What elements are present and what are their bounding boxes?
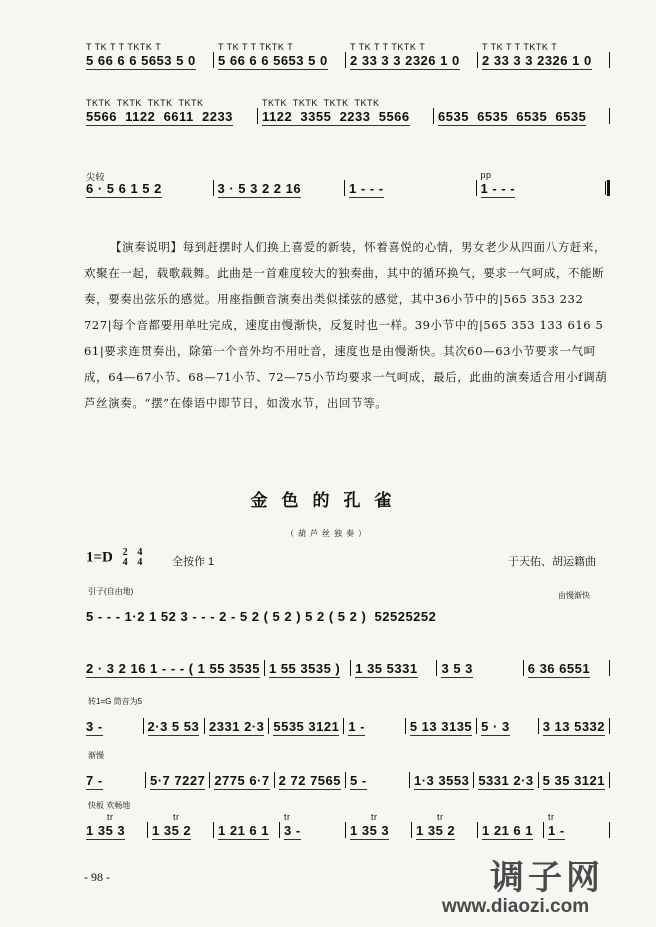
measure	[269, 708, 343, 736]
articulation: TKTK TKTK TKTK TKTK	[86, 98, 204, 108]
notes: 3 -	[86, 719, 103, 734]
notes: 2 72 7565	[278, 773, 341, 788]
notes: 1 35 3	[86, 823, 126, 838]
measure	[82, 708, 143, 736]
composer: 于天佑、胡运籍曲	[508, 556, 596, 568]
notes: 5·7 7227	[150, 773, 206, 788]
score-line	[82, 650, 610, 678]
key: 1=D	[86, 549, 113, 566]
notes: 3 -	[284, 823, 301, 838]
tempo-annotation: 由慢渐快	[558, 591, 590, 600]
notes: 1 55 3535 )	[268, 661, 341, 676]
measure	[82, 762, 145, 790]
notes: 1 - - -	[480, 181, 516, 196]
tempo-annotation: 快板 欢畅地	[88, 801, 131, 810]
measure	[434, 98, 609, 126]
measure	[82, 812, 147, 840]
notes: 2 · 3 2 16 1 - - - ( 1 55 3535	[86, 661, 260, 676]
time-signature-2	[137, 548, 142, 568]
measure	[258, 98, 433, 126]
measure	[82, 98, 257, 126]
notes: 5 35 3121	[542, 773, 605, 788]
notes: 2331 2·3	[209, 719, 265, 734]
measure	[280, 812, 345, 840]
tempo-annotation: 渐慢	[88, 751, 104, 760]
articulation: tr	[416, 812, 444, 822]
notes: 1 -	[348, 719, 365, 734]
score-line	[82, 42, 610, 70]
notes: 3 · 5 3 2 2 16	[217, 181, 302, 196]
measure	[275, 762, 345, 790]
performance-notes: 【演奏说明】每到赶摆时人们换上喜爱的新装，怀着喜悦的心情，男女老少从四面八方赶来，欢聚在一起，载歌载舞。此曲是一首难度较大的独奏曲，其中的循环换气，要求一气呵成，不能断奏，要奏出弦乐的感觉。用座指颤音演奏出类似揉弦的感觉，其中36小节中的|565 353 232 727|每个音都要用单吐完成，速度由慢渐快，反复时也一样。39小节中的|565 353 133 616 5 61|要求连贯奏出，除第一个音外均不用吐音，速度也是由慢渐快。其次60—63小节要求一气呵成，64—67小节、68—71小节、72—75小节均要求一气呵成，最后，此曲的演奏适合用小f调葫芦丝演奏。“摆”在傣语中即节日，如泼水节，出回节等。	[84, 240, 608, 410]
fingering: 全按作 1	[172, 556, 215, 568]
notes: 1 35 2	[416, 823, 456, 838]
measure	[344, 708, 405, 736]
measure	[205, 708, 268, 736]
tempo-annotation: 引子(自由地)	[88, 587, 134, 596]
time-signature-1	[123, 548, 128, 568]
articulation: T TK T T TKTK T	[86, 42, 162, 52]
measure	[539, 762, 609, 790]
bar-line	[609, 772, 610, 788]
page-number: - 98 -	[84, 870, 110, 884]
measure	[346, 42, 477, 70]
notes: 1 35 2	[152, 823, 192, 838]
time-den: 4	[137, 557, 143, 568]
measure	[474, 762, 537, 790]
measure	[214, 812, 279, 840]
measure	[146, 762, 209, 790]
notes: 1 35 3	[350, 823, 390, 838]
measure	[82, 650, 264, 678]
measure	[437, 650, 522, 678]
bar-line	[607, 180, 610, 196]
measure	[539, 708, 609, 736]
articulation: pp	[480, 170, 492, 180]
measure	[214, 170, 345, 198]
articulation: T TK T T TKTK T	[218, 42, 294, 52]
notes: 1 35 5331	[355, 661, 418, 676]
watermark-logo: 调子网	[490, 859, 604, 897]
measure	[210, 762, 273, 790]
bar-line	[609, 822, 610, 838]
notes: 1 21 6 1	[218, 823, 269, 838]
articulation: TKTK TKTK TKTK TKTK	[262, 98, 380, 108]
articulation: tr	[152, 812, 180, 822]
notes: 6 36 6551	[527, 661, 591, 676]
notes: 5 -	[350, 773, 367, 788]
measure	[144, 708, 205, 736]
measure	[82, 170, 213, 198]
bar-line	[609, 52, 610, 68]
measure	[412, 812, 477, 840]
score-line	[82, 697, 610, 736]
measure	[82, 42, 213, 70]
time-den: 4	[122, 557, 128, 568]
notes: 5566 1122 6611 2233	[86, 109, 233, 124]
measure	[265, 650, 350, 678]
key-signature	[86, 548, 142, 568]
measure	[345, 170, 476, 198]
articulation: T TK T T TKTK T	[350, 42, 426, 52]
notes: 3 13 5332	[542, 719, 606, 734]
notes: 6 · 5 6 1 5 2	[86, 181, 162, 196]
articulation: tr	[548, 812, 555, 822]
measure	[82, 598, 610, 625]
song-title: 金色的孔雀	[250, 491, 406, 511]
notes: 5331 2·3	[478, 773, 534, 788]
measure	[478, 812, 543, 840]
measure	[524, 650, 609, 678]
score-line	[82, 587, 610, 625]
notes: 1·3 3553	[414, 773, 470, 788]
watermark-url: www.diaozi.com	[442, 896, 590, 917]
articulation: tr	[86, 812, 114, 822]
notes: 1 21 6 1	[482, 823, 533, 838]
notes: 5 66 6 6 5653 5 0	[86, 53, 196, 68]
bar-line	[609, 660, 610, 676]
measure	[478, 42, 609, 70]
notes: 5 66 6 6 5653 5 0	[218, 53, 328, 68]
articulation: tr	[284, 812, 291, 822]
measure	[544, 812, 609, 840]
notes: 5 13 3135	[409, 719, 473, 734]
notes: 5 - - - 1·2 1 52 3 - - - 2 - 5 2 ( 5 2 ) 5 2 ( 5 2 ) 52525252	[86, 609, 437, 624]
notes: 2775 6·7	[214, 773, 270, 788]
score-line	[82, 751, 610, 790]
notes: 1 - - -	[349, 181, 384, 196]
score-line	[82, 801, 610, 840]
measure	[346, 812, 411, 840]
measure	[148, 812, 213, 840]
notes: 3 5 3	[441, 661, 473, 676]
tempo-annotation: 转1=G 筒音为5	[88, 697, 143, 706]
notes: 5 · 3	[481, 719, 510, 734]
song-subtitle: （葫芦丝独奏）	[286, 529, 370, 538]
time-num: 4	[137, 547, 143, 558]
score-line	[82, 170, 610, 198]
notes: 6535 6535 6535 6535	[438, 109, 587, 124]
notes: 1 -	[548, 823, 565, 838]
measure	[214, 42, 345, 70]
notes: 2·3 5 53	[147, 719, 200, 734]
notes: 1122 3355 2233 5566	[262, 109, 410, 124]
articulation: 尖较	[86, 172, 106, 182]
measure	[346, 762, 409, 790]
notes: 7 -	[86, 773, 103, 788]
articulation: tr	[350, 812, 378, 822]
notes: 5535 3121	[273, 719, 340, 734]
measure	[477, 708, 538, 736]
measure	[406, 708, 476, 736]
articulation: T TK T T TKTK T	[482, 42, 558, 52]
time-num: 2	[122, 547, 128, 558]
measure	[351, 650, 436, 678]
bar-line	[609, 108, 610, 124]
score-line	[82, 98, 610, 126]
measure	[410, 762, 473, 790]
measure	[477, 170, 608, 198]
bar-line	[609, 718, 610, 734]
notes: 2 33 3 3 2326 1 0	[350, 53, 460, 68]
notes: 2 33 3 3 2326 1 0	[482, 53, 592, 68]
